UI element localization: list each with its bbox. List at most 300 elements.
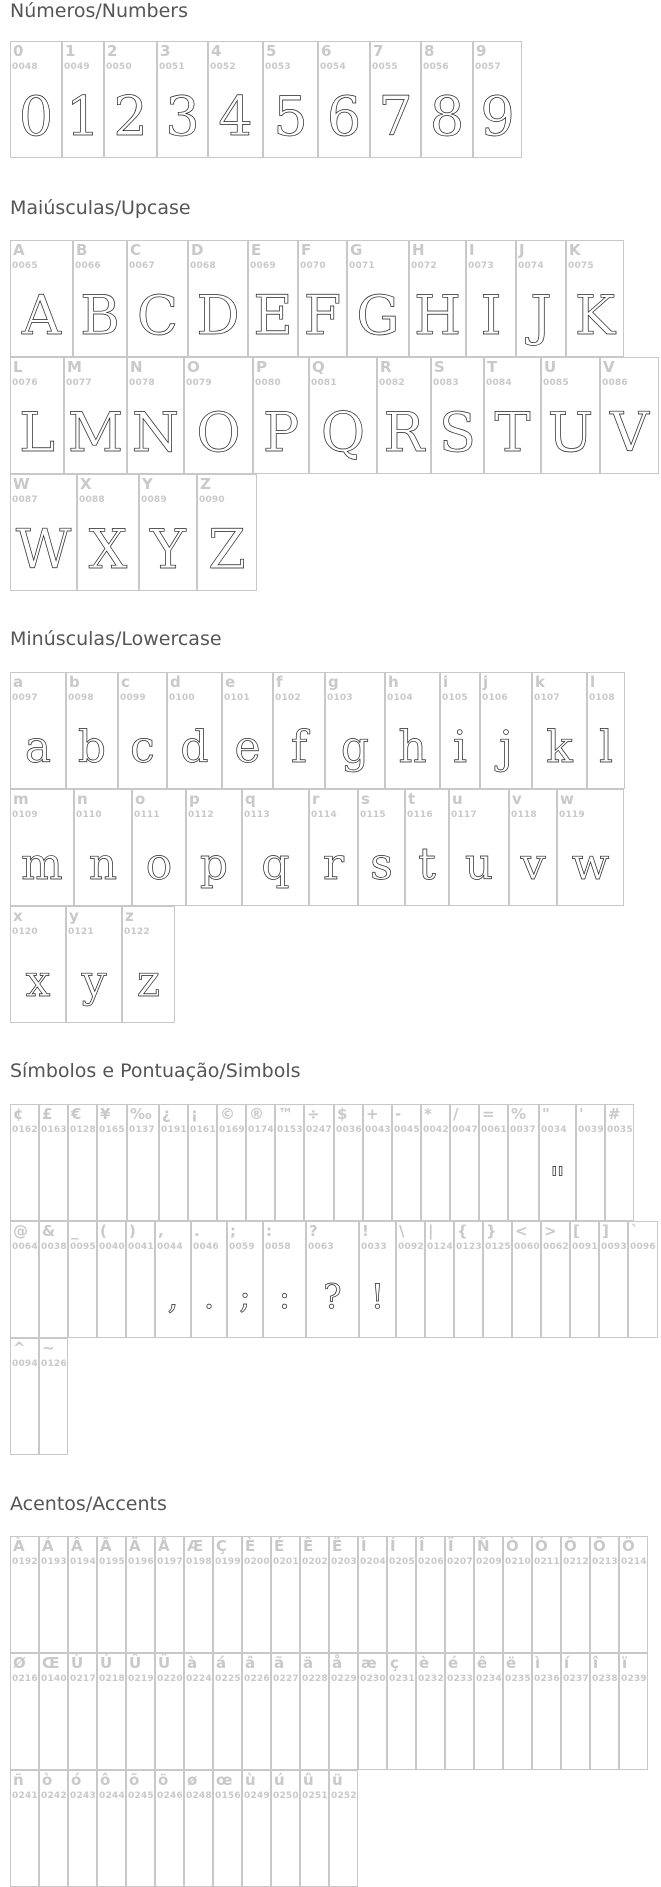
glyph-label: î xyxy=(593,1654,599,1672)
glyph-cell xyxy=(184,357,253,474)
glyph-label: â xyxy=(245,1654,256,1672)
glyph-label: L xyxy=(13,358,23,376)
glyph-cell xyxy=(242,1653,271,1770)
glyph-code: 0114 xyxy=(311,810,337,820)
glyph-sample: C xyxy=(136,284,179,347)
glyph-label: £ xyxy=(42,1105,53,1123)
glyph-sample: : xyxy=(278,1276,291,1317)
glyph-code: 0059 xyxy=(229,1242,255,1252)
glyph-cell xyxy=(184,1653,213,1770)
glyph-cell xyxy=(474,1653,503,1770)
glyph-code: 0102 xyxy=(275,693,301,703)
glyph-sample: x xyxy=(25,956,51,1007)
glyph-cell xyxy=(474,1536,503,1653)
glyph-code: 0245 xyxy=(128,1791,154,1801)
glyph-code: 0161 xyxy=(190,1125,216,1135)
glyph-label: 2 xyxy=(107,42,118,60)
glyph-code: 0071 xyxy=(349,261,375,271)
glyph-label: 3 xyxy=(160,42,171,60)
glyph-label: ^ xyxy=(13,1339,26,1357)
glyph-label: G xyxy=(350,241,363,259)
glyph-cell xyxy=(509,789,557,906)
glyph-label: V xyxy=(603,358,615,376)
glyph-code: 0242 xyxy=(41,1791,67,1801)
glyph-label: { xyxy=(457,1222,468,1240)
glyph-code: 0191 xyxy=(161,1125,187,1135)
glyph-code: 0086 xyxy=(602,378,628,388)
glyph-label: t xyxy=(408,790,416,808)
glyph-code: 0219 xyxy=(128,1674,154,1684)
glyph-code: 0095 xyxy=(70,1242,96,1252)
glyph-sample: a xyxy=(24,722,52,773)
glyph-code: 0081 xyxy=(311,378,337,388)
glyph-cell xyxy=(619,1653,648,1770)
glyph-code: 0050 xyxy=(106,62,132,72)
glyph-sample: 9 xyxy=(480,85,515,148)
glyph-cell xyxy=(539,1104,576,1221)
glyph-code: 0209 xyxy=(476,1557,502,1567)
section-title: Números/Numbers xyxy=(10,0,188,22)
glyph-cell xyxy=(10,1653,39,1770)
glyph-cell xyxy=(503,1536,532,1653)
glyph-cell xyxy=(263,41,318,158)
glyph-label: Î xyxy=(419,1537,425,1555)
glyph-cell xyxy=(139,474,197,591)
section-title: Acentos/Accents xyxy=(10,1493,167,1515)
glyph-label: D xyxy=(191,241,204,259)
glyph-code: 0165 xyxy=(99,1125,125,1135)
glyph-label: a xyxy=(13,673,24,691)
glyph-cell xyxy=(421,1104,450,1221)
glyph-code: 0237 xyxy=(563,1674,589,1684)
glyph-sample: j xyxy=(499,722,513,773)
glyph-label: 1 xyxy=(65,42,76,60)
glyph-label: ê xyxy=(477,1654,488,1672)
glyph-sample: d xyxy=(180,722,209,773)
glyph-label: ã xyxy=(274,1654,285,1672)
glyph-code: 0107 xyxy=(534,693,560,703)
glyph-cell xyxy=(66,672,118,789)
glyph-code: 0162 xyxy=(12,1125,38,1135)
glyph-code: 0224 xyxy=(186,1674,212,1684)
glyph-label: ì xyxy=(535,1654,541,1672)
glyph-label: \ xyxy=(399,1222,405,1240)
glyph-code: 0195 xyxy=(99,1557,125,1567)
glyph-code: 0090 xyxy=(199,495,225,505)
glyph-code: 0122 xyxy=(124,927,150,937)
glyph-cell xyxy=(246,1104,275,1221)
glyph-code: 0063 xyxy=(308,1242,334,1252)
glyph-sample: 6 xyxy=(326,85,362,148)
glyph-cell xyxy=(227,1221,263,1338)
glyph-sample: I xyxy=(480,284,502,347)
glyph-code: 0121 xyxy=(68,927,94,937)
glyph-sample: 3 xyxy=(165,85,200,148)
glyph-cell xyxy=(208,41,263,158)
glyph-cell xyxy=(396,1221,425,1338)
glyph-label: f xyxy=(276,673,283,691)
glyph-cell xyxy=(186,789,242,906)
glyph-label: ÷ xyxy=(307,1105,320,1123)
glyph-cell xyxy=(541,357,600,474)
glyph-cell xyxy=(155,1653,184,1770)
glyph-code: 0078 xyxy=(129,378,155,388)
glyph-label: X xyxy=(80,475,92,493)
glyph-code: 0232 xyxy=(418,1674,444,1684)
glyph-code: 0096 xyxy=(630,1242,656,1252)
glyph-cell xyxy=(358,1536,387,1653)
glyph-cell xyxy=(454,1221,483,1338)
glyph-code: 0197 xyxy=(157,1557,183,1567)
glyph-cell xyxy=(445,1536,474,1653)
glyph-cell xyxy=(377,357,431,474)
glyph-cell xyxy=(416,1653,445,1770)
glyph-cell xyxy=(104,41,157,158)
glyph-code: 0085 xyxy=(543,378,569,388)
glyph-label: È xyxy=(245,1537,256,1555)
glyph-label: R xyxy=(380,358,392,376)
glyph-cell xyxy=(39,1104,68,1221)
glyph-code: 0056 xyxy=(423,62,449,72)
glyph-label: ® xyxy=(249,1105,264,1123)
glyph-code: 0217 xyxy=(70,1674,96,1684)
glyph-cell xyxy=(184,1536,213,1653)
glyph-label: O xyxy=(187,358,200,376)
glyph-cell xyxy=(126,1770,155,1887)
glyph-cell xyxy=(10,474,77,591)
glyph-cell xyxy=(347,240,409,357)
glyph-cell xyxy=(248,240,298,357)
glyph-sample: 7 xyxy=(378,85,413,148)
glyph-code: 0229 xyxy=(331,1674,357,1684)
glyph-sample: z xyxy=(136,956,161,1007)
glyph-code: 0035 xyxy=(607,1125,633,1135)
glyph-label: € xyxy=(71,1105,82,1123)
glyph-cell xyxy=(62,41,104,158)
glyph-cell xyxy=(440,672,480,789)
glyph-label: ) xyxy=(129,1222,136,1240)
glyph-code: 0072 xyxy=(411,261,437,271)
glyph-code: 0068 xyxy=(190,261,216,271)
glyph-sample: 4 xyxy=(218,85,253,148)
glyph-label: ä xyxy=(303,1654,314,1672)
glyph-label: ™ xyxy=(278,1105,293,1123)
glyph-code: 0038 xyxy=(41,1242,67,1252)
glyph-label: É xyxy=(274,1537,285,1555)
glyph-label: 0 xyxy=(13,42,24,60)
glyph-label: ? xyxy=(309,1222,318,1240)
glyph-code: 0051 xyxy=(159,62,185,72)
glyph-sample: P xyxy=(262,401,300,464)
glyph-code: 0067 xyxy=(129,261,155,271)
glyph-cell xyxy=(188,1104,217,1221)
glyph-label: C xyxy=(130,241,142,259)
glyph-code: 0226 xyxy=(244,1674,270,1684)
glyph-cell xyxy=(273,672,325,789)
glyph-label: ç xyxy=(390,1654,399,1672)
glyph-label: # xyxy=(608,1105,621,1123)
glyph-sample: 1 xyxy=(65,85,101,148)
glyph-label: < xyxy=(515,1222,528,1240)
glyph-code: 0228 xyxy=(302,1674,328,1684)
glyph-cell xyxy=(318,41,370,158)
glyph-code: 0241 xyxy=(12,1791,38,1801)
glyph-label: E xyxy=(251,241,262,259)
glyph-label: é xyxy=(448,1654,459,1672)
glyph-code: 0101 xyxy=(224,693,250,703)
glyph-label: ï xyxy=(622,1654,628,1672)
glyph-code: 0113 xyxy=(244,810,270,820)
glyph-label: g xyxy=(328,673,339,691)
glyph-code: 0124 xyxy=(427,1242,453,1252)
glyph-label: Ä xyxy=(129,1537,141,1555)
glyph-code: 0248 xyxy=(186,1791,212,1801)
glyph-code: 0210 xyxy=(505,1557,531,1567)
glyph-cell xyxy=(213,1770,242,1887)
glyph-cell xyxy=(466,240,516,357)
glyph-cell xyxy=(392,1104,421,1221)
glyph-sample: . xyxy=(203,1276,215,1317)
glyph-code: 0163 xyxy=(41,1125,67,1135)
glyph-code: 0088 xyxy=(79,495,105,505)
glyph-sample: N xyxy=(131,401,180,464)
glyph-sample: F xyxy=(303,284,342,347)
glyph-cell xyxy=(10,1104,39,1221)
glyph-sample: p xyxy=(199,839,229,890)
glyph-sample: r xyxy=(322,839,345,890)
glyph-code: 0207 xyxy=(447,1557,473,1567)
glyph-code: 0062 xyxy=(543,1242,569,1252)
glyph-label: d xyxy=(170,673,181,691)
glyph-sample: Y xyxy=(150,518,186,581)
glyph-cell xyxy=(450,1104,479,1221)
glyph-sample: T xyxy=(494,401,531,464)
glyph-cell xyxy=(10,789,74,906)
glyph-label: Ô xyxy=(564,1537,577,1555)
glyph-label: å xyxy=(332,1654,343,1672)
glyph-cell xyxy=(127,240,188,357)
glyph-label: ¿ xyxy=(162,1105,171,1123)
glyph-code: 0196 xyxy=(128,1557,154,1567)
glyph-label: í xyxy=(564,1654,570,1672)
glyph-label: Z xyxy=(200,475,211,493)
glyph-code: 0169 xyxy=(219,1125,245,1135)
glyph-code: 0041 xyxy=(128,1242,154,1252)
glyph-cell xyxy=(68,1536,97,1653)
glyph-label: Í xyxy=(390,1537,396,1555)
glyph-label: y xyxy=(69,907,79,925)
glyph-label: Ç xyxy=(216,1537,228,1555)
glyph-code: 0037 xyxy=(510,1125,536,1135)
glyph-cell xyxy=(271,1770,300,1887)
glyph-code: 0112 xyxy=(188,810,214,820)
glyph-label: Ê xyxy=(303,1537,314,1555)
glyph-label: Û xyxy=(129,1654,142,1672)
glyph-label: è xyxy=(419,1654,430,1672)
glyph-cell xyxy=(66,906,122,1023)
glyph-code: 0058 xyxy=(265,1242,291,1252)
glyph-cell xyxy=(358,1653,387,1770)
glyph-cell xyxy=(271,1653,300,1770)
glyph-label: [ xyxy=(573,1222,580,1240)
glyph-code: 0091 xyxy=(572,1242,598,1252)
glyph-sample: 5 xyxy=(273,85,308,148)
glyph-code: 0111 xyxy=(134,810,160,820)
glyph-sample: M xyxy=(67,401,124,464)
glyph-code: 0249 xyxy=(244,1791,270,1801)
glyph-label: l xyxy=(590,673,596,691)
glyph-code: 0069 xyxy=(250,261,276,271)
glyph-cell xyxy=(516,240,566,357)
glyph-label: b xyxy=(69,673,80,691)
glyph-code: 0230 xyxy=(360,1674,386,1684)
glyph-code: 0036 xyxy=(336,1125,362,1135)
glyph-cell xyxy=(271,1536,300,1653)
glyph-cell xyxy=(590,1536,619,1653)
glyph-sample: s xyxy=(370,839,393,890)
glyph-label: ù xyxy=(245,1771,256,1789)
glyph-cell xyxy=(298,240,347,357)
glyph-label: Ã xyxy=(100,1537,112,1555)
glyph-label: w xyxy=(560,790,574,808)
glyph-code: 0140 xyxy=(41,1674,67,1684)
glyph-cell xyxy=(127,1104,159,1221)
glyph-label: Ü xyxy=(158,1654,171,1672)
glyph-cell xyxy=(242,1536,271,1653)
glyph-code: 0049 xyxy=(64,62,90,72)
glyph-cell xyxy=(118,672,167,789)
glyph-code: 0109 xyxy=(12,810,38,820)
glyph-sample: D xyxy=(196,284,240,347)
glyph-code: 0153 xyxy=(277,1125,303,1135)
glyph-label: ú xyxy=(274,1771,285,1789)
glyph-code: 0064 xyxy=(12,1242,38,1252)
glyph-cell xyxy=(10,357,64,474)
glyph-label: Ï xyxy=(448,1537,454,1555)
glyph-label: & xyxy=(42,1222,56,1240)
glyph-cell xyxy=(263,1221,306,1338)
glyph-label: ; xyxy=(230,1222,236,1240)
glyph-cell xyxy=(300,1770,329,1887)
glyph-label: - xyxy=(395,1105,402,1123)
glyph-cell xyxy=(532,672,587,789)
glyph-code: 0233 xyxy=(447,1674,473,1684)
glyph-label: h xyxy=(388,673,399,691)
glyph-code: 0156 xyxy=(215,1791,241,1801)
glyph-code: 0200 xyxy=(244,1557,270,1567)
glyph-cell xyxy=(306,1221,359,1338)
glyph-code: 0108 xyxy=(589,693,615,703)
glyph-code: 0048 xyxy=(12,62,38,72)
glyph-sample: i xyxy=(452,722,468,773)
glyph-code: 0214 xyxy=(621,1557,647,1567)
section-title: Símbolos e Pontuação/Simbols xyxy=(10,1060,301,1082)
glyph-label: $ xyxy=(337,1105,348,1123)
glyph-cell xyxy=(480,672,532,789)
glyph-cell xyxy=(405,789,449,906)
glyph-cell xyxy=(155,1770,184,1887)
glyph-code: 0075 xyxy=(568,261,594,271)
glyph-cell xyxy=(431,357,484,474)
glyph-cell xyxy=(213,1536,242,1653)
glyph-code: 0213 xyxy=(592,1557,618,1567)
glyph-cell xyxy=(39,1536,68,1653)
glyph-label: ñ xyxy=(13,1771,24,1789)
glyph-code: 0105 xyxy=(442,693,468,703)
glyph-cell xyxy=(39,1653,68,1770)
glyph-code: 0220 xyxy=(157,1674,183,1684)
glyph-cell xyxy=(599,1221,628,1338)
glyph-label: Ñ xyxy=(477,1537,490,1555)
glyph-code: 0057 xyxy=(475,62,501,72)
glyph-code: 0118 xyxy=(511,810,537,820)
glyph-label: œ xyxy=(216,1771,233,1789)
glyph-cell xyxy=(64,357,127,474)
glyph-label: + xyxy=(366,1105,379,1123)
glyph-cell xyxy=(304,1104,334,1221)
glyph-code: 0216 xyxy=(12,1674,38,1684)
glyph-code: 0055 xyxy=(372,62,398,72)
glyph-cell xyxy=(566,240,624,357)
glyph-label: > xyxy=(544,1222,557,1240)
glyph-cell xyxy=(155,1221,191,1338)
glyph-label: Õ xyxy=(593,1537,606,1555)
glyph-label: ô xyxy=(100,1771,111,1789)
glyph-code: 0073 xyxy=(468,261,494,271)
glyph-code: 0218 xyxy=(99,1674,125,1684)
glyph-code: 0083 xyxy=(433,378,459,388)
glyph-label: © xyxy=(220,1105,235,1123)
glyph-label: Ë xyxy=(332,1537,343,1555)
glyph-sample: f xyxy=(290,722,308,773)
glyph-code: 0227 xyxy=(273,1674,299,1684)
glyph-sample: h xyxy=(398,722,427,773)
glyph-code: 0100 xyxy=(169,693,195,703)
glyph-label: = xyxy=(482,1105,495,1123)
glyph-code: 0116 xyxy=(407,810,433,820)
glyph-label: B xyxy=(76,241,88,259)
glyph-label: J xyxy=(519,241,525,259)
glyph-code: 0119 xyxy=(559,810,585,820)
glyph-label: ( xyxy=(100,1222,107,1240)
glyph-code: 0199 xyxy=(215,1557,241,1567)
glyph-code: 0040 xyxy=(99,1242,125,1252)
glyph-cell xyxy=(39,1770,68,1887)
glyph-cell xyxy=(409,240,466,357)
glyph-cell xyxy=(184,1770,213,1887)
glyph-code: 0211 xyxy=(534,1557,560,1567)
glyph-sample: G xyxy=(356,284,400,347)
glyph-code: 0193 xyxy=(41,1557,67,1567)
glyph-code: 0137 xyxy=(129,1125,155,1135)
glyph-cell xyxy=(590,1653,619,1770)
glyph-cell xyxy=(197,474,257,591)
glyph-label: Ó xyxy=(535,1537,548,1555)
glyph-cell xyxy=(532,1653,561,1770)
glyph-label: Q xyxy=(312,358,325,376)
glyph-cell xyxy=(132,789,186,906)
glyph-label: ø xyxy=(187,1771,198,1789)
glyph-label: I xyxy=(469,241,475,259)
glyph-sample: Q xyxy=(320,401,366,464)
glyph-cell xyxy=(213,1653,242,1770)
glyph-cell xyxy=(532,1536,561,1653)
glyph-label: p xyxy=(189,790,200,808)
glyph-sample: Z xyxy=(208,518,246,581)
glyph-label: Œ xyxy=(42,1654,60,1672)
glyph-label: ‰ xyxy=(130,1105,152,1123)
glyph-label: _ xyxy=(71,1222,79,1240)
